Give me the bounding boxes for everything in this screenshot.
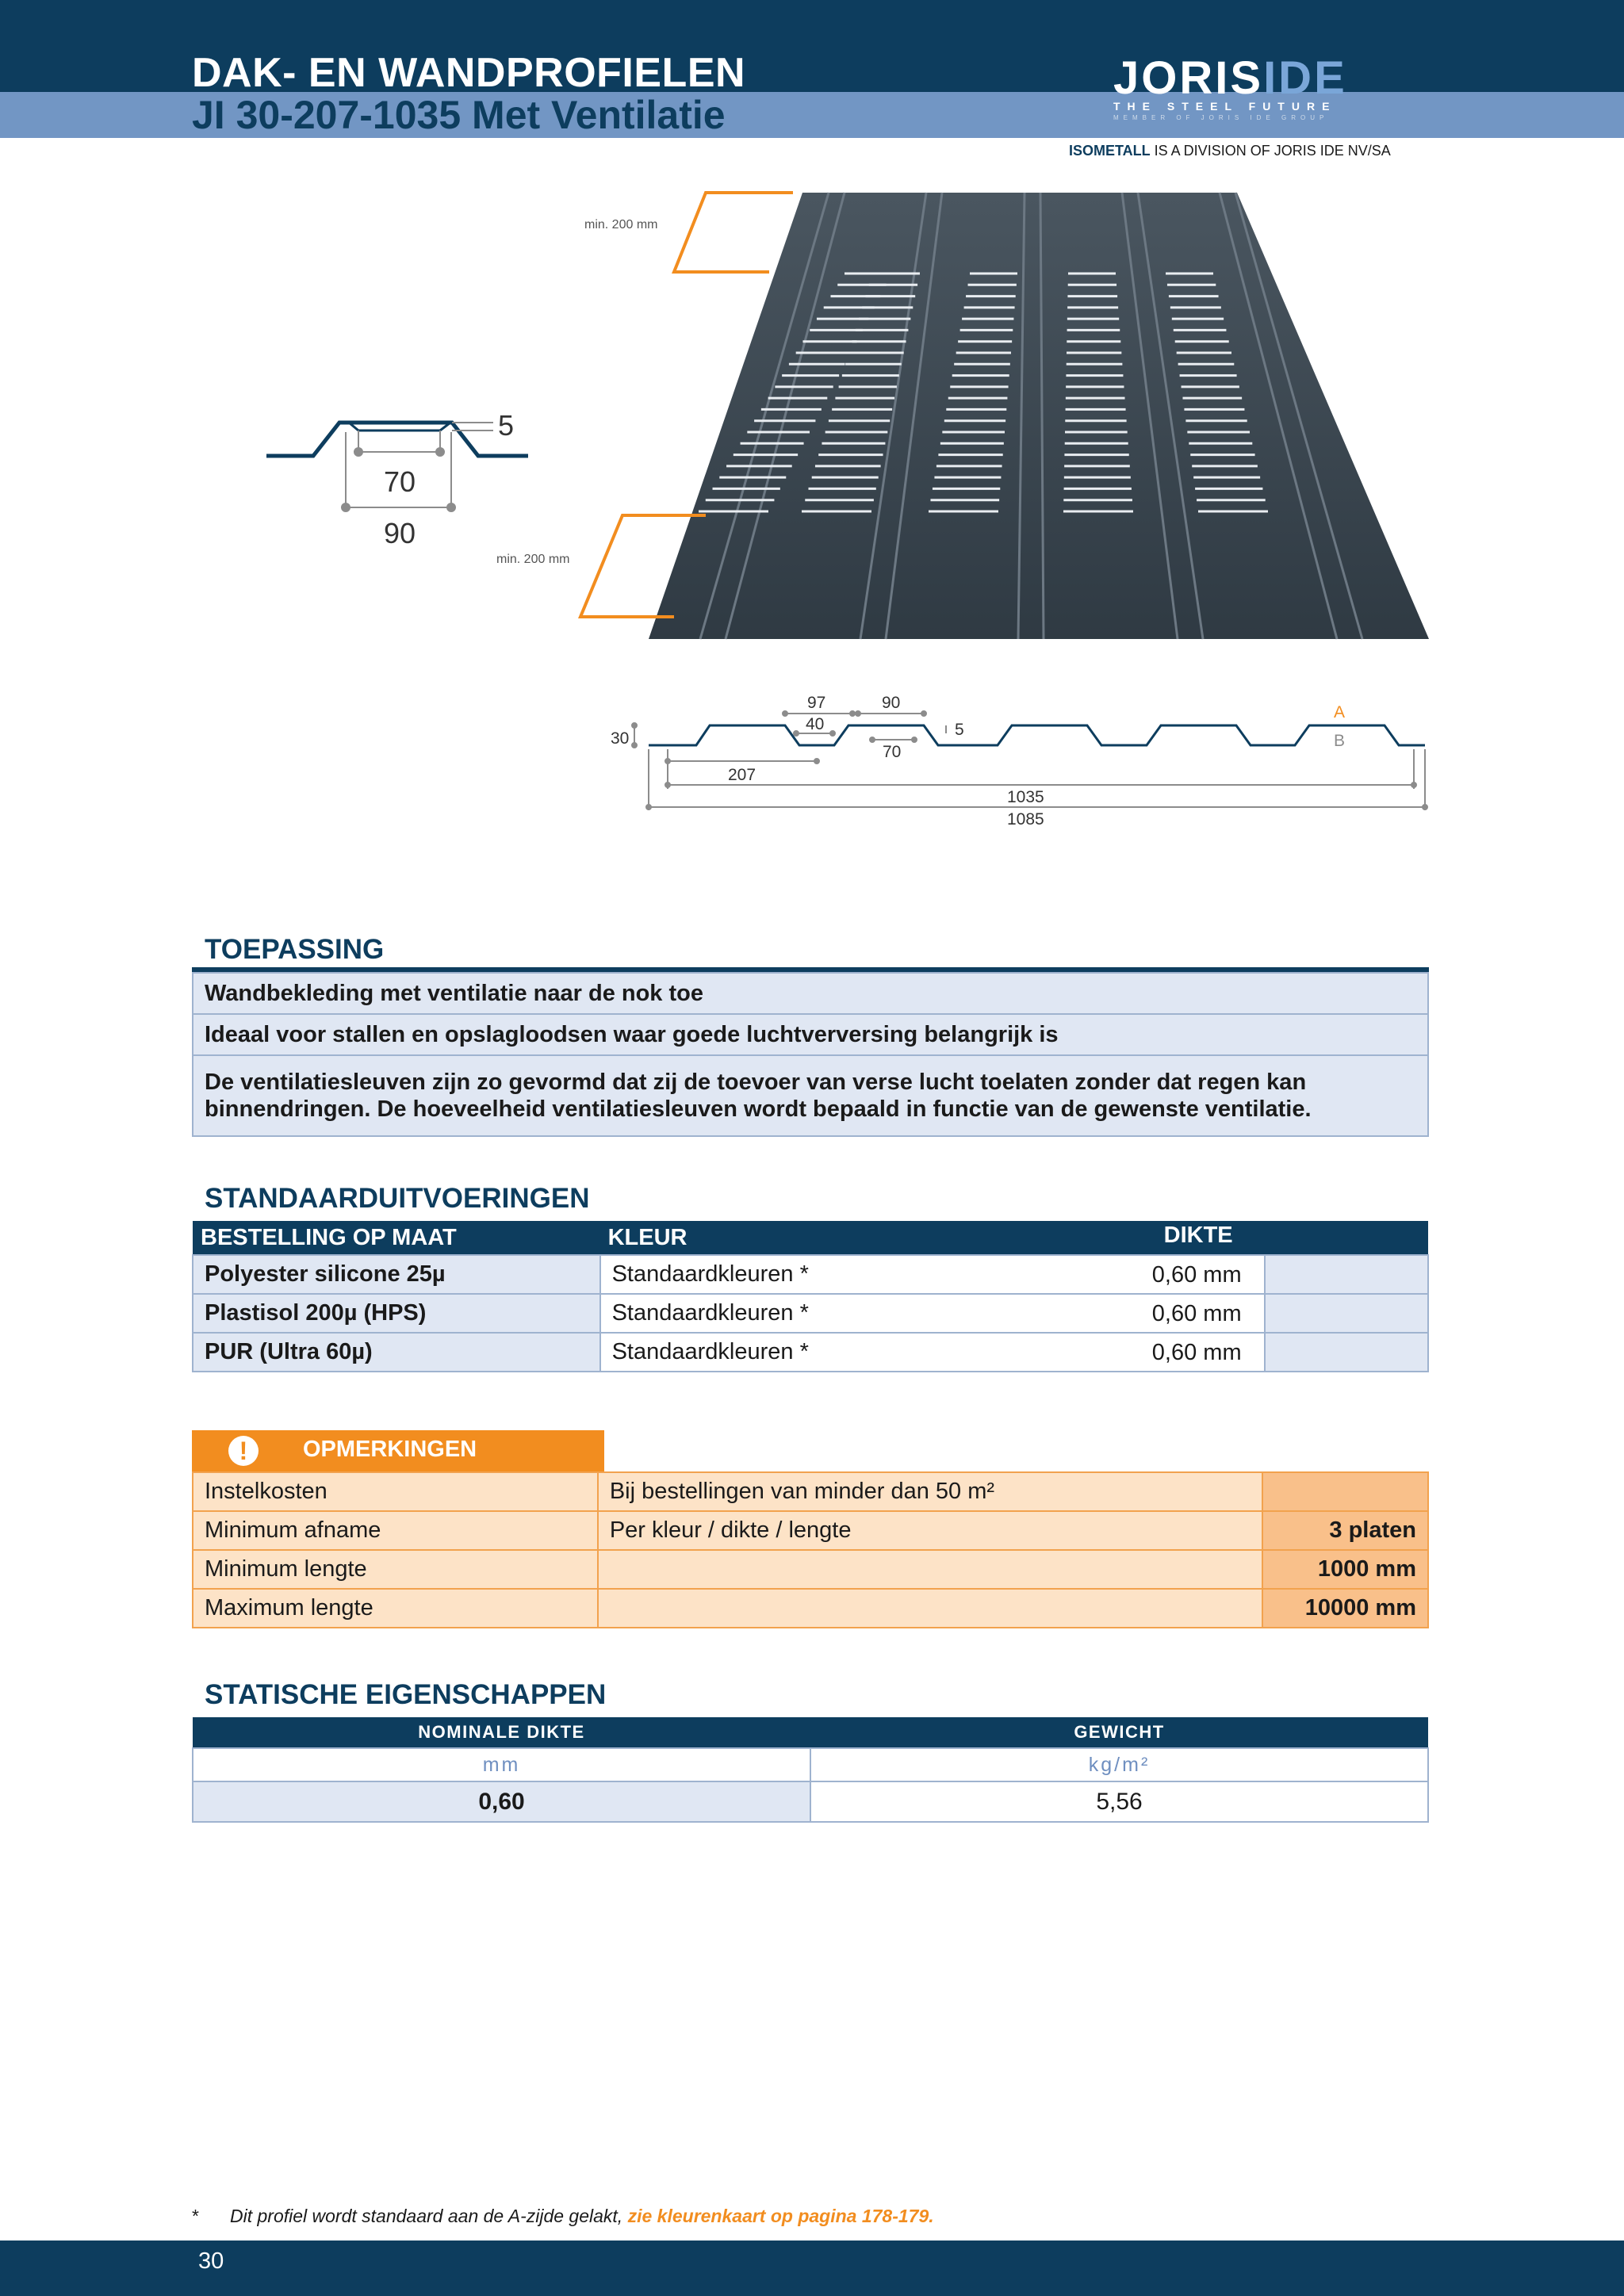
dim-70: 70 [883,743,902,761]
section-title-standaard: STANDAARDUITVOERINGEN [205,1183,590,1214]
rib-depth-label: 5 [498,409,515,442]
opm-label-cell: Maximum lengte [193,1589,598,1628]
dikte-text: 0,60 mm [1151,1262,1242,1288]
division-note [1069,143,1391,159]
min-label-top: min. 200 mm [584,218,658,232]
dim-pitch: 207 [728,766,756,784]
toepassing-table [192,972,1429,1137]
rib-inner-label: 70 [384,465,416,498]
dim-97: 97 [807,694,826,712]
dikte-text: 0,60 mm [1151,1301,1242,1326]
opmerkingen-table [192,1471,1429,1628]
opm-label-cell: Minimum afname [193,1511,598,1550]
product-photo [649,193,1429,639]
cross-section-drawing [611,694,1427,828]
dim-5: 5 [955,721,964,739]
col-header-kleur-text: KLEUR [607,1224,688,1250]
page-title: DAK- EN WANDPROFIELEN [192,50,746,96]
page-number: 30 [198,2248,224,2274]
opm-label-cell: Minimum lengte [193,1550,598,1589]
col-header-gewicht: GEWICHT [810,1717,1428,1748]
exclamation-icon: ! [228,1436,259,1466]
footnote-link[interactable]: zie kleurenkaart op pagina 178-179. [627,2206,934,2226]
kleur-cell [600,1294,1265,1333]
rib-detail [266,409,528,549]
table-row [193,1333,1428,1372]
kleur-text: Standaardkleuren * [611,1339,809,1364]
kleur-text: Standaardkleuren * [611,1261,809,1287]
kleur-cell [600,1255,1265,1294]
table-row [193,1781,1428,1822]
min-label-bottom: min. 200 mm [496,553,570,566]
table-row [193,1511,1428,1550]
value-dikte: 0,60 [193,1781,810,1822]
kleur-text: Standaardkleuren * [611,1300,809,1326]
opmerkingen-header [192,1430,604,1471]
dim-40: 40 [806,715,825,733]
profile-diagram [254,174,1443,856]
logo-tagline: THE STEEL FUTURE [1113,100,1337,113]
table-row [193,973,1428,1014]
coating-cell: Polyester silicone 25µ [193,1255,600,1294]
col-header-dikte: DIKTE [1163,1223,1233,1248]
coating-cell: PUR (Ultra 60µ) [193,1333,600,1372]
division-text: IS A DIVISION OF JORIS IDE NV/SA [1150,143,1391,159]
statisch-table [192,1717,1429,1823]
dikte-text: 0,60 mm [1151,1340,1242,1365]
empty-cell [1265,1294,1428,1333]
toepassing-row-1: Wandbekleding met ventilatie naar de nok toe [193,973,1428,1014]
section-title-statisch: STATISCHE EIGENSCHAPPEN [205,1679,607,1710]
opm-value-cell: 3 platen [1262,1511,1428,1550]
opm-value-cell: 10000 mm [1262,1589,1428,1628]
logo-text-ide: IDE [1263,52,1347,104]
joris-ide-logo [1113,52,1347,121]
side-a-label: A [1334,703,1346,721]
footnote-text: Dit profiel wordt standaard aan de A-zijde gelakt, [230,2206,628,2226]
footnote-star: * [192,2206,199,2226]
section-title-toepassing: TOEPASSING [205,934,385,965]
opm-value-cell [1262,1472,1428,1511]
coating-cell: Plastisol 200µ (HPS) [193,1294,600,1333]
table-row [193,1255,1428,1294]
col-header-bestelling: BESTELLING OP MAAT [193,1221,600,1255]
table-row [193,1055,1428,1136]
kleur-cell [600,1333,1265,1372]
col-header-nominale-dikte: NOMINALE DIKTE [193,1717,810,1748]
table-row [193,1014,1428,1055]
col-header-kleur [600,1221,1265,1255]
table-row [193,1550,1428,1589]
empty-cell [1265,1333,1428,1372]
opm-desc-cell: Bij bestellingen van minder dan 50 m² [598,1472,1263,1511]
dim-90: 90 [882,694,901,712]
table-row [193,1589,1428,1628]
table-row [193,1294,1428,1333]
col-header-blank [1265,1221,1428,1255]
toepassing-row-2: Ideaal voor stallen en opslagloodsen waar goede luchtverversing belangrijk is [193,1014,1428,1055]
empty-cell [1265,1255,1428,1294]
opm-label-cell: Instelkosten [193,1472,598,1511]
standaard-table [192,1221,1429,1372]
opm-desc-cell [598,1589,1263,1628]
page-subtitle: JI 30-207-1035 Met Ventilatie [192,93,726,137]
opm-desc-cell [598,1550,1263,1589]
logo-text-joris: JORIS [1113,52,1264,104]
opmerkingen-title: OPMERKINGEN [303,1437,477,1462]
dim-cover-width: 1035 [1007,788,1044,806]
opm-desc-cell: Per kleur / dikte / lengte [598,1511,1263,1550]
dim-total-width: 1085 [1007,810,1044,828]
opm-value-cell: 1000 mm [1262,1550,1428,1589]
unit-kg-m2: kg/m² [810,1748,1428,1781]
footnote [192,2206,934,2227]
toepassing-row-3: De ventilatiesleuven zijn zo gevormd dat zij de toevoer van verse lucht toelaten zonder dat regen kan binnendringen. De hoeveelheid ventilatiesleuven wordt bepaald in functie van de gewenste ventilatie. [193,1055,1428,1136]
table-row [193,1472,1428,1511]
unit-mm: mm [193,1748,810,1781]
side-b-label: B [1334,732,1346,750]
footer-bar [0,2241,1624,2296]
dim-height: 30 [611,729,630,748]
rib-outer-label: 90 [384,517,416,549]
value-gewicht: 5,56 [810,1781,1428,1822]
logo-member-line: MEMBER OF JORIS IDE GROUP [1113,114,1329,121]
division-brand: ISOMETALL [1069,143,1151,159]
table-row [193,1748,1428,1781]
